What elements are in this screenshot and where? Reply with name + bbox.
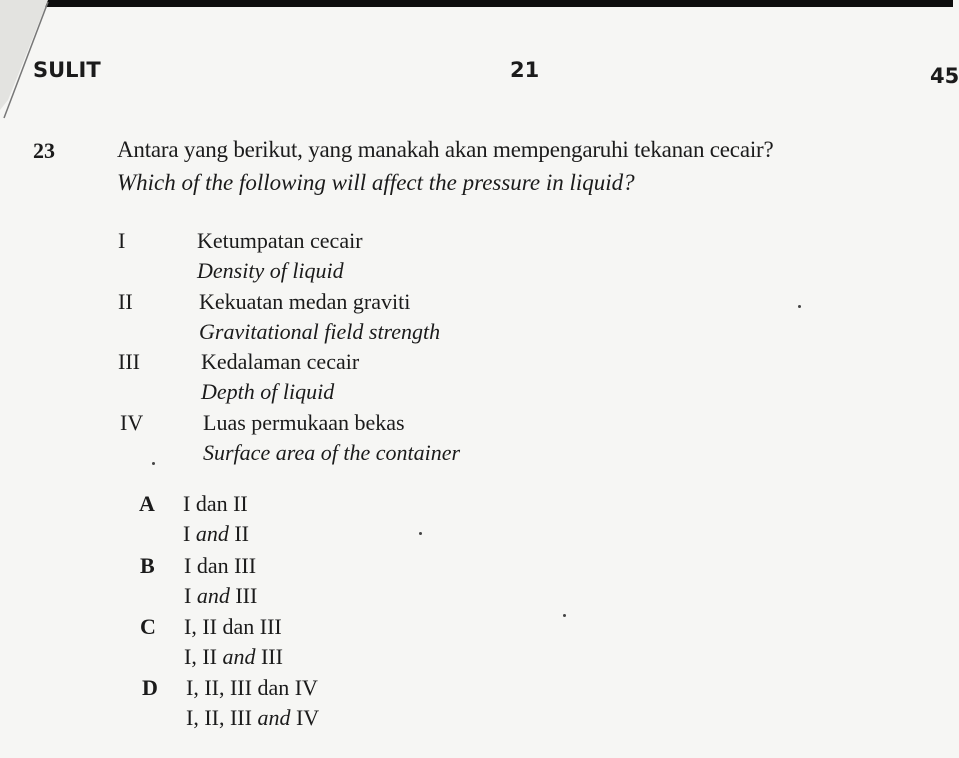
statement-numeral-1: I [118, 228, 126, 253]
option-c-letter: C [140, 614, 156, 639]
option-d-malay: I, II, III dan IV [186, 675, 318, 700]
option-a-english [183, 521, 249, 547]
option-b-malay: I dan III [184, 553, 257, 578]
option-d-english-second: IV [295, 705, 320, 730]
option-d-english [186, 705, 319, 731]
question-text-malay: Antara yang berikut, yang manakah akan mempengaruhi tekanan cecair? [117, 137, 774, 162]
question-number: 23 [33, 138, 55, 163]
statement-4-malay: Luas permukaan bekas [203, 410, 405, 435]
option-b-english-first: I [184, 583, 192, 608]
sulit-label: SULIT [33, 58, 101, 82]
statement-2-malay: Kekuatan medan graviti [199, 289, 411, 314]
statement-3-english: Depth of liquid [201, 379, 335, 404]
speck-mark [563, 614, 566, 617]
option-d-english-first: I, II, III [186, 705, 252, 730]
option-d-english-and: and [257, 705, 291, 730]
option-a-english-second: II [234, 521, 249, 546]
speck-mark [798, 305, 801, 308]
question-text-english: Which of the following will affect the pressure in liquid? [117, 170, 635, 195]
speck-mark [419, 532, 422, 535]
speck-mark [152, 462, 155, 465]
statement-1-english: Density of liquid [197, 258, 344, 283]
option-b-english [184, 583, 257, 609]
page-top-edge [0, 0, 953, 7]
paper-code: 45 [930, 64, 959, 88]
option-a-english-and: and [195, 521, 229, 546]
statement-2-english: Gravitational field strength [199, 319, 441, 344]
statement-4-english: Surface area of the container [203, 440, 461, 465]
page-number: 21 [510, 58, 540, 82]
statement-numeral-4: IV [120, 410, 144, 435]
option-a-english-first: I [183, 521, 191, 546]
statement-1-malay: Ketumpatan cecair [197, 228, 363, 253]
option-a-malay: I dan II [183, 491, 248, 516]
option-c-english-second: III [260, 644, 283, 669]
option-b-english-second: III [235, 583, 258, 608]
option-a-letter: A [139, 491, 155, 516]
option-c-english-and: and [222, 644, 256, 669]
option-d-letter: D [142, 675, 158, 700]
option-c-english-first: I, II [184, 644, 217, 669]
option-c-malay: I, II dan III [184, 614, 282, 639]
statement-3-malay: Kedalaman cecair [201, 349, 360, 374]
option-b-english-and: and [196, 583, 230, 608]
statement-numeral-3: III [118, 349, 140, 374]
option-c-english [184, 644, 283, 670]
option-b-letter: B [140, 553, 155, 578]
statement-numeral-2: II [118, 289, 133, 314]
